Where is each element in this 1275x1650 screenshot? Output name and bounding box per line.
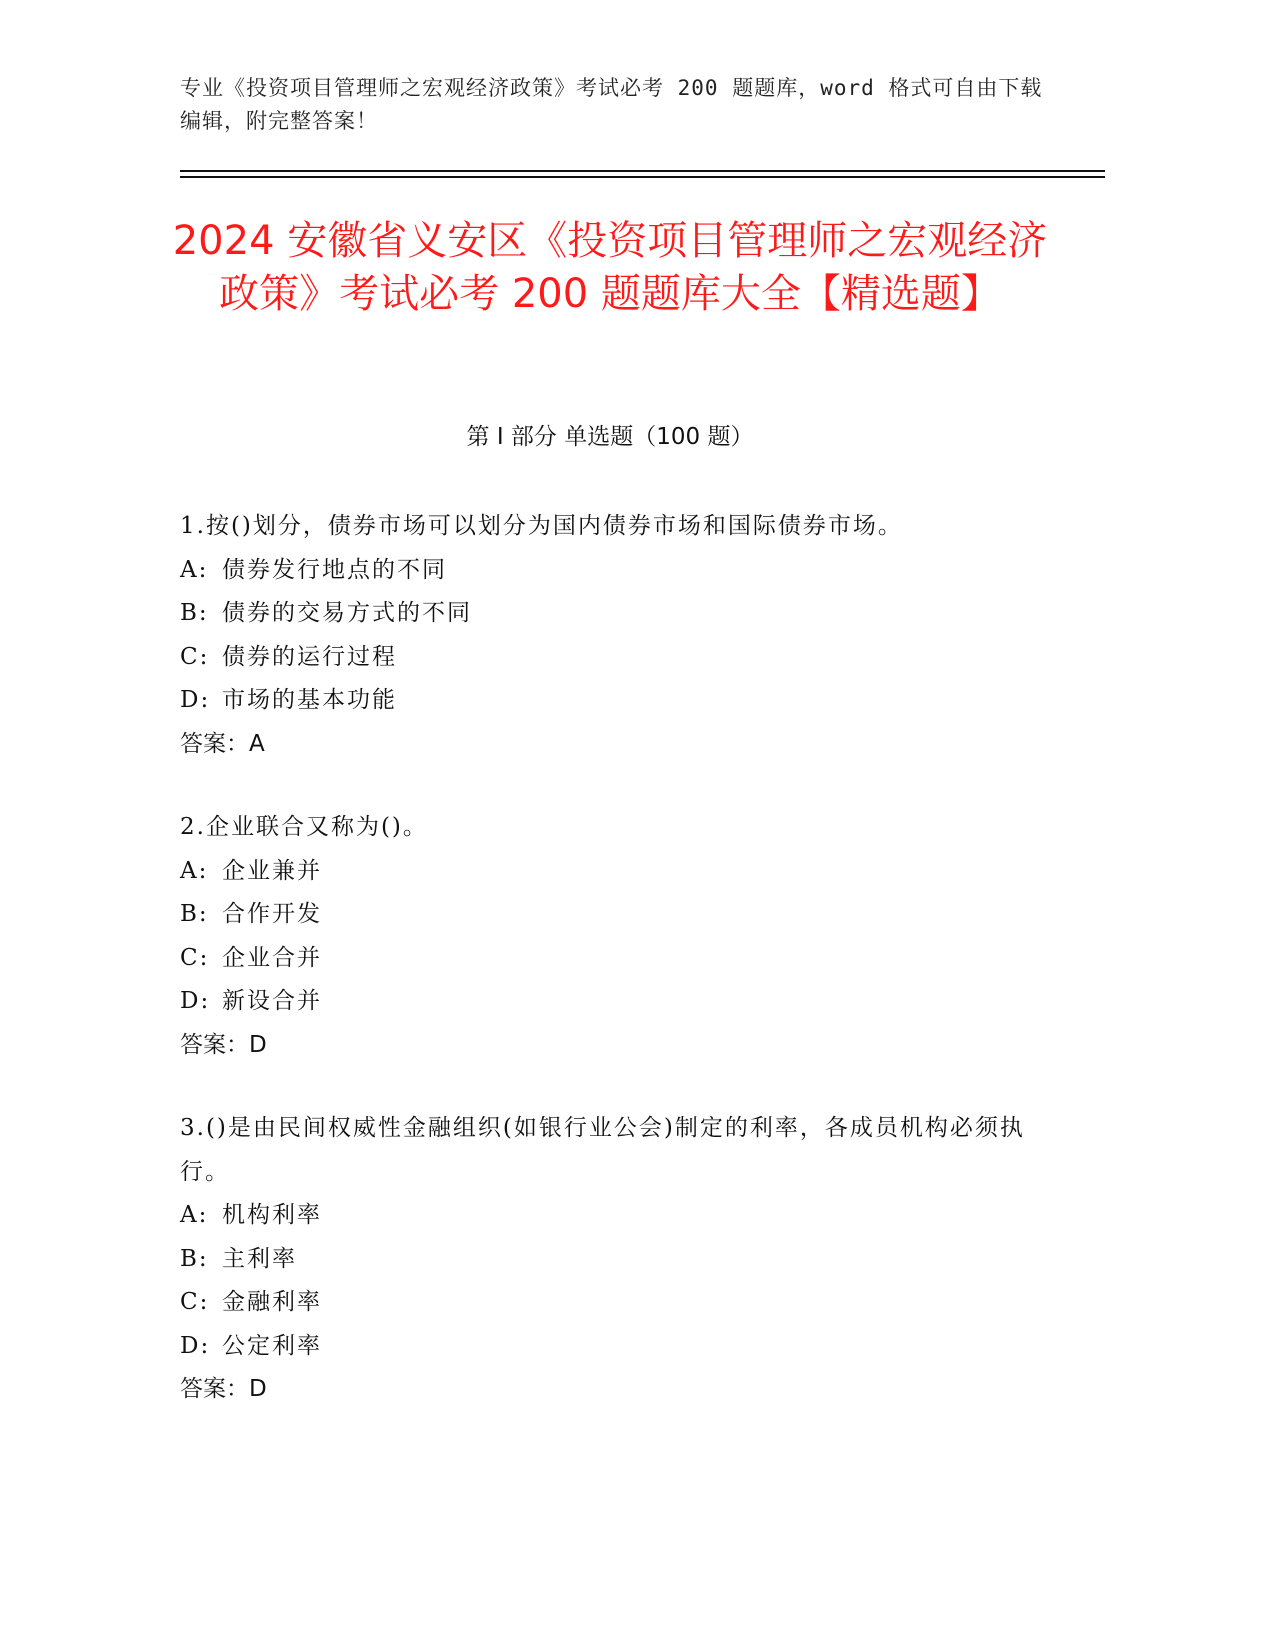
question-list: [180, 505, 1040, 1452]
option-c: [180, 937, 1040, 981]
question-3: [180, 1107, 1040, 1412]
question-stem: 3.()是由民间权威性金融组织(如银行业公会)制定的利率，各成员机构必须执行。: [180, 1115, 1025, 1185]
section-heading: 第 I 部分 单选题（100 题）: [466, 424, 754, 450]
option-text: 金融利率: [222, 1289, 322, 1315]
answer-line: [180, 1024, 1040, 1068]
option-text: 债券的运行过程: [222, 643, 397, 670]
option-text: 市场的基本功能: [222, 687, 397, 713]
option-text: 公定利率: [222, 1332, 322, 1359]
document-title: 2024 安徽省义安区《投资项目管理师之宏观经济政策》考试必考 200 题题库大全【精选题】: [172, 218, 1048, 317]
option-key: A:: [180, 1202, 209, 1228]
option-key: B:: [180, 901, 209, 927]
option-a: [180, 549, 1040, 593]
option-text: 债券的交易方式的不同: [222, 600, 472, 626]
option-c: [180, 1281, 1040, 1325]
option-text: 企业兼并: [222, 857, 322, 884]
answer-value: A: [249, 730, 265, 757]
option-text: 企业合并: [222, 944, 322, 971]
answer-value: D: [249, 1031, 267, 1058]
answer-value: D: [249, 1376, 267, 1402]
header-note: 专业《投资项目管理师之宏观经济政策》考试必考 200 题题库，word 格式可自由下载编辑，附完整答案！: [180, 76, 1043, 133]
option-a: [180, 850, 1040, 894]
option-key: A:: [180, 556, 209, 583]
option-d: [180, 679, 1040, 723]
header-divider-bottom: [180, 176, 1105, 178]
option-key: A:: [180, 857, 209, 884]
option-key: B:: [180, 1245, 209, 1272]
option-c: [180, 636, 1040, 680]
option-text: 主利率: [222, 1245, 297, 1272]
answer-label: 答案：: [180, 730, 249, 757]
option-b: [180, 1238, 1040, 1282]
option-key: C:: [180, 643, 210, 670]
option-b: [180, 592, 1040, 636]
question-1: [180, 505, 1040, 766]
answer-label: 答案：: [180, 1376, 249, 1402]
question-stem: 1.按()划分，债券市场可以划分为国内债券市场和国际债券市场。: [180, 513, 903, 539]
answer-line: [180, 723, 1040, 767]
option-key: B:: [180, 600, 209, 626]
option-text: 合作开发: [222, 901, 322, 927]
option-key: D:: [180, 687, 211, 713]
header-divider-top: [180, 170, 1105, 172]
option-key: D:: [180, 988, 211, 1014]
option-a: [180, 1194, 1040, 1238]
option-key: D:: [180, 1332, 211, 1359]
option-d: [180, 980, 1040, 1024]
option-b: [180, 893, 1040, 937]
answer-label: 答案：: [180, 1031, 249, 1058]
option-key: C:: [180, 944, 210, 971]
option-key: C:: [180, 1289, 210, 1315]
option-text: 债券发行地点的不同: [222, 556, 447, 583]
option-text: 机构利率: [222, 1202, 322, 1228]
option-d: [180, 1325, 1040, 1369]
question-stem: 2.企业联合又称为()。: [180, 814, 428, 840]
option-text: 新设合并: [222, 988, 322, 1014]
question-2: [180, 806, 1040, 1067]
answer-line: [180, 1368, 1040, 1412]
